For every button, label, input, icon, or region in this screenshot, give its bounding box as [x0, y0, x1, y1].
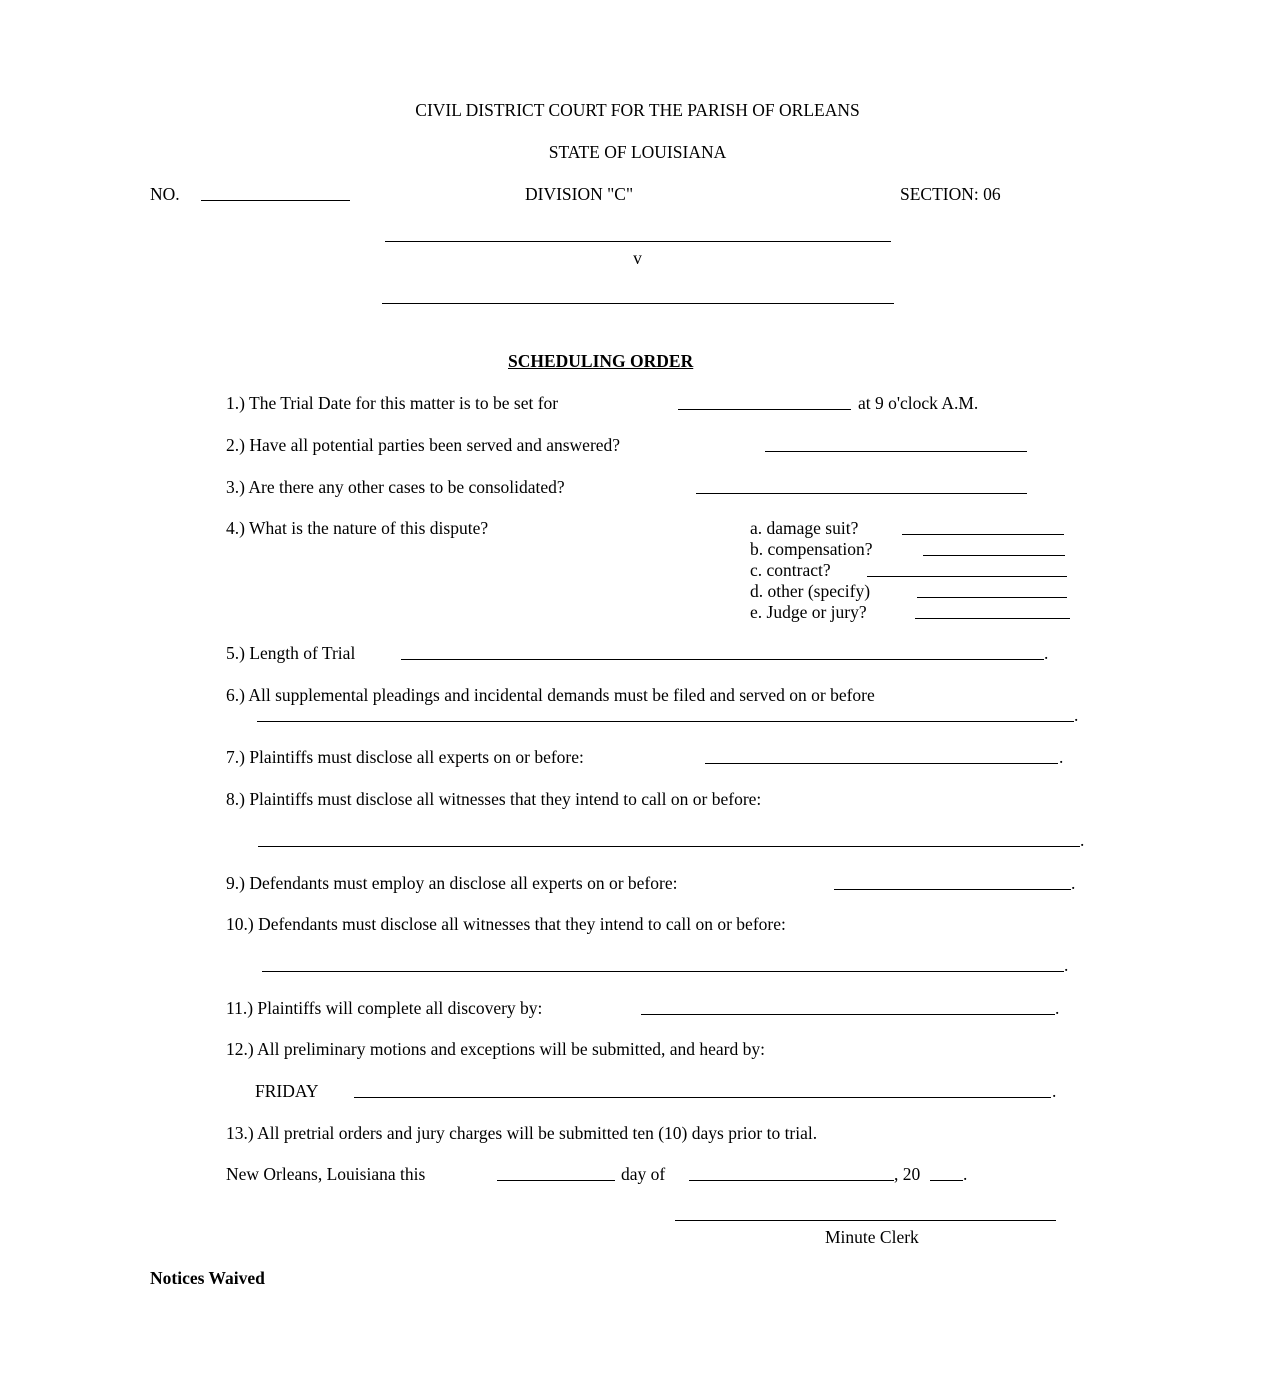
item-13-text: 13.) All pretrial orders and jury charges will be submitted ten (10) days prior to trial.	[226, 1123, 818, 1143]
item-10-text: 10.) Defendants must disclose all witnesses that they intend to call on or before:	[226, 914, 786, 934]
signature-line[interactable]	[675, 1220, 1056, 1221]
versus-label: v	[633, 248, 642, 268]
friday-label: FRIDAY	[255, 1081, 319, 1101]
item-11-text: 11.) Plaintiffs will complete all discovery by:	[226, 998, 543, 1018]
trial-date-field[interactable]	[678, 409, 851, 410]
item-5-text: 5.) Length of Trial	[226, 643, 356, 663]
item-9-text: 9.) Defendants must employ an disclose all experts on or before:	[226, 873, 678, 893]
state-name: STATE OF LOUISIANA	[548, 142, 727, 162]
item-7-text: 7.) Plaintiffs must disclose all experts on or before:	[226, 747, 584, 767]
defendant-field[interactable]	[382, 303, 894, 304]
damage-suit-field[interactable]	[902, 534, 1064, 535]
compensation-field[interactable]	[923, 555, 1065, 556]
item-6-text: 6.) All supplemental pleadings and incidental demands must be filed and served on or before	[226, 685, 875, 705]
court-name: CIVIL DISTRICT COURT FOR THE PARISH OF ORLEANS	[415, 100, 860, 120]
case-number-label: NO.	[150, 184, 180, 204]
item-12-text: 12.) All preliminary motions and exceptions will be submitted, and heard by:	[226, 1039, 765, 1059]
period: .	[963, 1164, 968, 1184]
item-1-text: 1.) The Trial Date for this matter is to be set for	[226, 393, 559, 413]
defendant-witnesses-field[interactable]	[262, 971, 1064, 972]
year-field[interactable]	[930, 1180, 963, 1181]
contract-field[interactable]	[867, 576, 1067, 577]
period: .	[1064, 955, 1069, 975]
item-2-text: 2.) Have all potential parties been served and answered?	[226, 435, 621, 455]
section-label: SECTION: 06	[900, 184, 1001, 204]
item-3-text: 3.) Are there any other cases to be consolidated?	[226, 477, 565, 497]
parties-served-field[interactable]	[765, 451, 1027, 452]
document-title: SCHEDULING ORDER	[508, 351, 694, 371]
plaintiff-field[interactable]	[385, 241, 891, 242]
option-contract: c. contract?	[750, 560, 831, 580]
period: .	[1074, 705, 1079, 725]
option-compensation: b. compensation?	[750, 539, 873, 559]
period: .	[1071, 873, 1076, 893]
consolidated-cases-field[interactable]	[696, 493, 1027, 494]
period: .	[1080, 830, 1085, 850]
supplemental-pleadings-field[interactable]	[257, 721, 1074, 722]
notices-waived: Notices Waived	[150, 1268, 265, 1288]
year-prefix: , 20	[894, 1164, 921, 1184]
motions-hearing-field[interactable]	[354, 1097, 1051, 1098]
case-number-field[interactable]	[201, 200, 350, 201]
minute-clerk-label: Minute Clerk	[825, 1227, 919, 1247]
item-8-text: 8.) Plaintiffs must disclose all witnesses that they intend to call on or before:	[226, 789, 762, 809]
discovery-completion-field[interactable]	[641, 1014, 1055, 1015]
division-label: DIVISION "C"	[525, 184, 634, 204]
length-of-trial-field[interactable]	[401, 659, 1044, 660]
item-1-suffix: at 9 o'clock A.M.	[858, 393, 979, 413]
defendant-experts-field[interactable]	[834, 889, 1071, 890]
item-4-text: 4.) What is the nature of this dispute?	[226, 518, 489, 538]
period: .	[1052, 1081, 1057, 1101]
plaintiff-experts-field[interactable]	[705, 763, 1058, 764]
judge-or-jury-field[interactable]	[915, 618, 1070, 619]
day-field[interactable]	[497, 1180, 615, 1181]
plaintiff-witnesses-field[interactable]	[258, 846, 1080, 847]
option-damage-suit: a. damage suit?	[750, 518, 859, 538]
other-field[interactable]	[917, 597, 1067, 598]
day-of-text: day of	[621, 1164, 666, 1184]
period: .	[1044, 643, 1049, 663]
place-text: New Orleans, Louisiana this	[226, 1164, 426, 1184]
option-other: d. other (specify)	[750, 581, 871, 601]
period: .	[1055, 998, 1060, 1018]
month-field[interactable]	[689, 1180, 894, 1181]
period: .	[1059, 747, 1064, 767]
option-judge-or-jury: e. Judge or jury?	[750, 602, 867, 622]
